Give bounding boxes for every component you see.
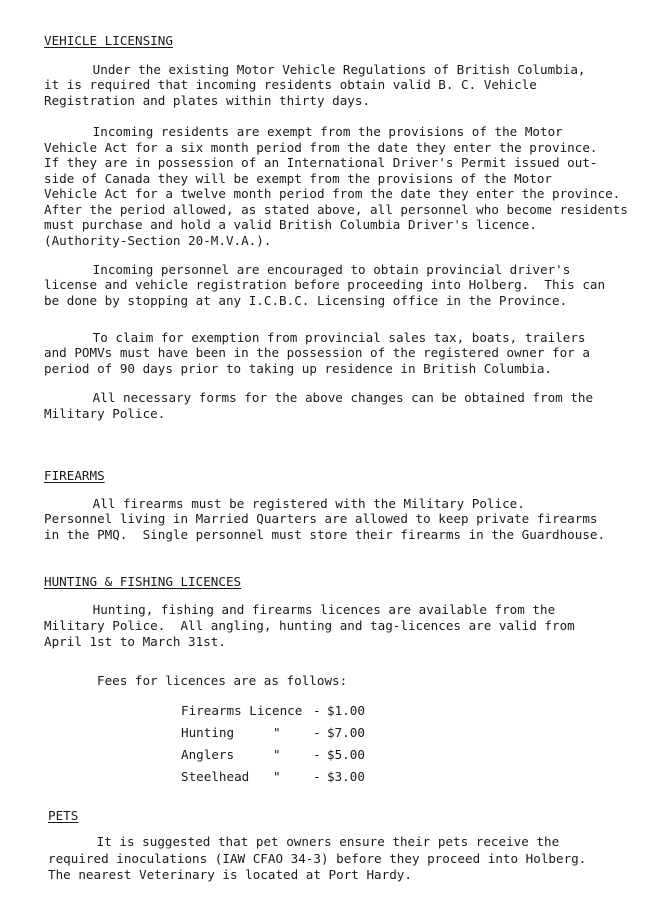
text-line: All necessary forms for the above changes can be obtained from the — [32, 390, 594, 405]
text-line: Incoming personnel are encouraged to obtain provincial driver's — [32, 262, 571, 277]
text-line: If they are in possession of an International Driver's Permit issued out- — [44, 155, 598, 170]
text-line: Personnel living in Married Quarters are allowed to keep private firearms — [44, 511, 598, 526]
text-line: (Authority-Section 20-M.V.A.). — [44, 233, 272, 248]
fees-intro: Fees for licences are as follows: — [97, 673, 348, 688]
text-line: side of Canada they will be exempt from the provisions of the Motor — [44, 171, 552, 186]
text-line: required inoculations (IAW CFAO 34-3) before they proceed into Holberg. — [48, 851, 587, 866]
text-line: in the PMQ. Single personnel must store their firearms in the Guardhouse. — [44, 527, 606, 542]
text-line: must purchase and hold a valid British Columbia Driver's licence. — [44, 217, 537, 232]
fee-amount: $5.00 — [327, 747, 365, 762]
fee-name: Hunting — [181, 725, 235, 740]
section-heading-firearms: FIREARMS — [44, 468, 105, 483]
fee-name: Steelhead — [181, 769, 250, 784]
text-line: Military Police. — [44, 406, 166, 421]
text-line: license and vehicle registration before proceeding into Holberg. This can — [44, 277, 606, 292]
fee-ditto: " — [273, 769, 281, 784]
fee-dash: - — [313, 747, 321, 762]
section-heading-vehicle: VEHICLE LICENSING — [44, 33, 173, 48]
text-line: It is suggested that pet owners ensure their pets receive the — [36, 834, 560, 849]
text-line: Hunting, fishing and firearms licences are available from the — [32, 602, 556, 617]
text-line: After the period allowed, as stated above, all personnel who become residents — [44, 202, 628, 217]
text-line: period of 90 days prior to taking up residence in British Columbia. — [44, 361, 552, 376]
text-line: and POMVs must have been in the possession of the registered owner for a — [44, 345, 590, 360]
section-heading-hunting: HUNTING & FISHING LICENCES — [44, 574, 242, 589]
text-line: All firearms must be registered with the Military Police. — [32, 496, 525, 511]
fee-dash: - — [313, 703, 321, 718]
text-line: To claim for exemption from provincial sales tax, boats, trailers — [32, 330, 586, 345]
fee-amount: $3.00 — [327, 769, 365, 784]
section-heading-pets: PETS — [48, 808, 79, 823]
text-line: The nearest Veterinary is located at Port Hardy. — [48, 867, 412, 882]
text-line: Registration and plates within thirty days. — [44, 93, 371, 108]
fee-dash: - — [313, 769, 321, 784]
text-line: Incoming residents are exempt from the provisions of the Motor — [32, 124, 563, 139]
fee-amount: $1.00 — [327, 703, 365, 718]
fee-name: Anglers — [181, 747, 235, 762]
text-line: it is required that incoming residents obtain valid B. C. Vehicle — [44, 77, 537, 92]
text-line: Under the existing Motor Vehicle Regulations of British Columbia, — [32, 62, 586, 77]
fee-ditto: " — [273, 725, 281, 740]
fee-ditto: " — [273, 747, 281, 762]
fee-name: Firearms Licence — [181, 703, 303, 718]
text-line: Vehicle Act for a six month period from the date they enter the province. — [44, 140, 598, 155]
fee-dash: - — [313, 725, 321, 740]
text-line: April 1st to March 31st. — [44, 634, 226, 649]
text-line: Military Police. All angling, hunting and tag-licences are valid from — [44, 618, 575, 633]
text-line: Vehicle Act for a twelve month period from the date they enter the province. — [44, 186, 621, 201]
fee-amount: $7.00 — [327, 725, 365, 740]
text-line: be done by stopping at any I.C.B.C. Licensing office in the Province. — [44, 293, 568, 308]
